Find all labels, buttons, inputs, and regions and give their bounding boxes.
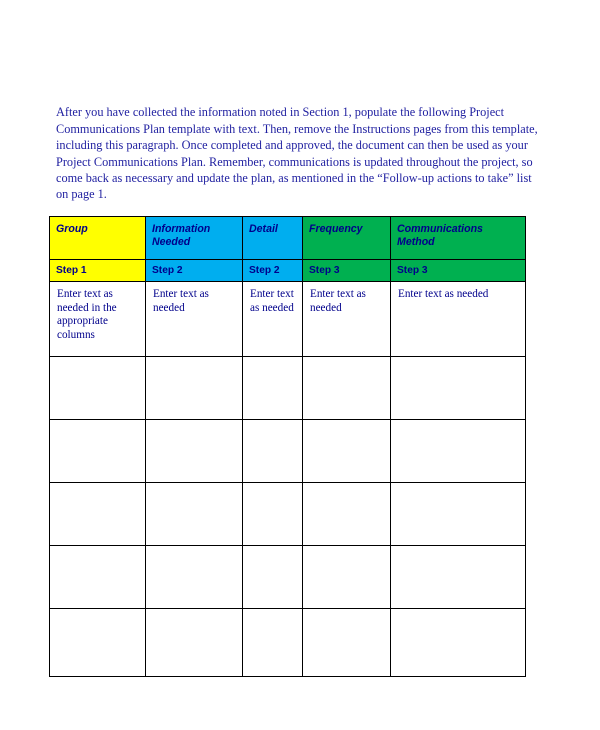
cell-detail[interactable] xyxy=(243,420,303,483)
cell-frequency[interactable] xyxy=(303,609,391,677)
column-header-group: Group xyxy=(50,217,146,260)
cell-information-needed[interactable] xyxy=(146,483,243,546)
step-label-communications-method: Step 3 xyxy=(391,260,526,282)
communications-plan-table-wrapper xyxy=(49,216,525,677)
column-header-frequency: Frequency xyxy=(303,217,391,260)
cell-group[interactable]: Enter text as needed in the appropriate columns xyxy=(50,282,146,357)
cell-information-needed[interactable] xyxy=(146,420,243,483)
column-header-information-needed: Information Needed xyxy=(146,217,243,260)
cell-communications-method[interactable] xyxy=(391,420,526,483)
column-header-detail: Detail xyxy=(243,217,303,260)
cell-group[interactable] xyxy=(50,609,146,677)
cell-detail[interactable] xyxy=(243,483,303,546)
cell-information-needed[interactable] xyxy=(146,609,243,677)
cell-group[interactable] xyxy=(50,483,146,546)
table-row[interactable] xyxy=(50,282,526,357)
cell-information-needed[interactable] xyxy=(146,357,243,420)
table-row[interactable] xyxy=(50,609,526,677)
cell-communications-method[interactable] xyxy=(391,483,526,546)
cell-detail[interactable]: Enter text as needed xyxy=(243,282,303,357)
cell-frequency[interactable]: Enter text as needed xyxy=(303,282,391,357)
cell-frequency[interactable] xyxy=(303,420,391,483)
cell-frequency[interactable] xyxy=(303,546,391,609)
table-row[interactable] xyxy=(50,357,526,420)
cell-detail[interactable] xyxy=(243,546,303,609)
cell-frequency[interactable] xyxy=(303,483,391,546)
step-label-information-needed: Step 2 xyxy=(146,260,243,282)
step-label-detail: Step 2 xyxy=(243,260,303,282)
communications-plan-table xyxy=(49,216,526,677)
cell-communications-method[interactable]: Enter text as needed xyxy=(391,282,526,357)
cell-communications-method[interactable] xyxy=(391,609,526,677)
instructions-paragraph: After you have collected the information noted in Section 1, populate the following Project Communications Plan template with text. Then, remove the Instructions pages from this template, including this paragraph. Once completed and approved, the document can then be used as your Project Communications Plan. Remember, communications is updated throughout the project, so come back as necessary and update the plan, as mentioned in the “Follow-up actions to take” list on page 1. xyxy=(56,105,538,202)
table-header-row xyxy=(50,217,526,260)
step-label-group: Step 1 xyxy=(50,260,146,282)
step-label-frequency: Step 3 xyxy=(303,260,391,282)
cell-detail[interactable] xyxy=(243,609,303,677)
cell-information-needed[interactable]: Enter text as needed xyxy=(146,282,243,357)
cell-frequency[interactable] xyxy=(303,357,391,420)
cell-communications-method[interactable] xyxy=(391,546,526,609)
cell-detail[interactable] xyxy=(243,357,303,420)
cell-group[interactable] xyxy=(50,546,146,609)
cell-group[interactable] xyxy=(50,420,146,483)
column-header-communications-method: Communications Method xyxy=(391,217,526,260)
cell-group[interactable] xyxy=(50,357,146,420)
cell-communications-method[interactable] xyxy=(391,357,526,420)
table-row[interactable] xyxy=(50,546,526,609)
table-row[interactable] xyxy=(50,483,526,546)
cell-information-needed[interactable] xyxy=(146,546,243,609)
table-step-row xyxy=(50,260,526,282)
table-row[interactable] xyxy=(50,420,526,483)
